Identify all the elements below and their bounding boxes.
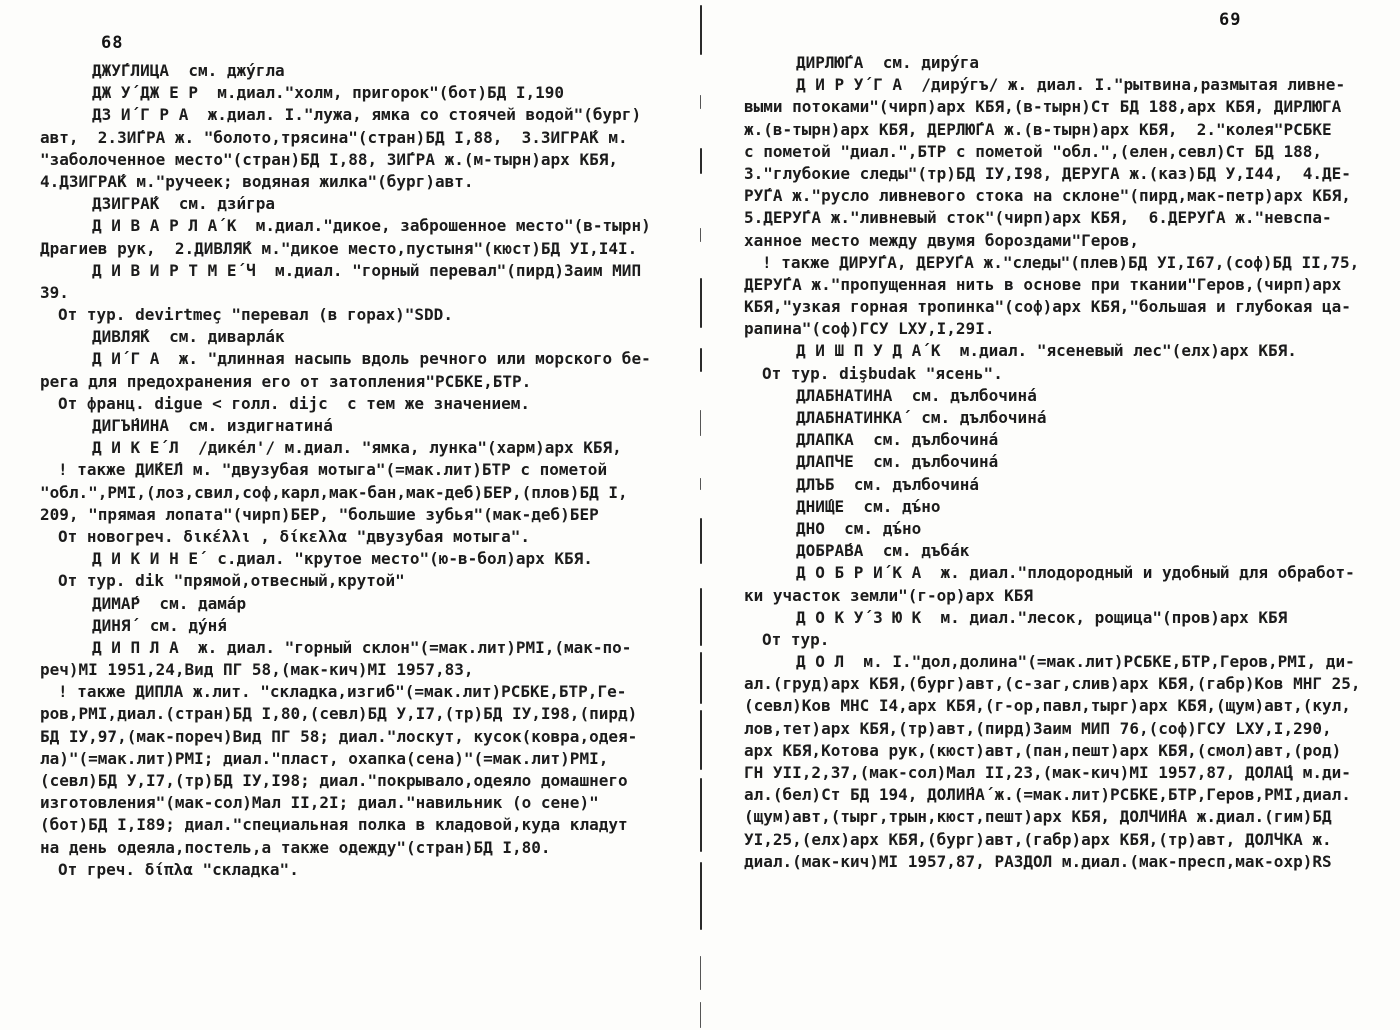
text-line: Д И́ Г А ж. "длинная насыпь вдоль речного или морского бе- [92,349,651,369]
text-line: (севл)Ков МНС I4,арх КБЯ,(г-ор,павл,тырг)арх КБЯ,(щум)авт,(кул, [744,696,1351,716]
text-line: От тур. dişbudak "ясень". [762,363,1003,383]
gutter-dash [700,5,702,55]
text-line: 39. [40,282,69,302]
gutter-dash [700,652,702,704]
text-line: Д И К И Н Е́ с.диал. "крутое место"(ю-в-бол)арх КБЯ. [92,549,593,569]
text-line: От франц. digue < голл. dijc с тем же значением. [58,393,531,413]
page-68-text-column [40,60,692,881]
text-line: ДНО см. дъ́но [796,518,922,538]
text-line: ДЛАБНАТИНКА́ см. дълбочина́ [796,408,1047,427]
text-line: Д И Ш П У Д А́ К м.диал. "ясеневый лес"(елх)арх КБЯ. [796,341,1297,361]
gutter-dash [700,228,701,242]
gutter-dash [700,862,702,930]
text-line: ДИМА́Р см. дама́р [92,593,247,613]
text-line: на день одеяла,постель,а также одежду"(стран)БД I,80. [40,837,551,857]
text-line: ДЗ И́ Г Р А ж.диал. I."лужа, ямка со стоячей водой"(бург) [92,105,642,125]
gutter-dash [700,518,702,564]
text-line: Д О Л м. I."дол,долина"(=мак.лит)РСБКЕ,БТР,Геров,РМI, ди- [796,652,1355,672]
text-line: лов,тет)арх КБЯ,(тр)авт,(пирд)Заим МИП 76,(соф)ГСУ LXУ,I,290, [744,718,1332,738]
text-line: ДИНЯ́ см. ду́ня́ [92,615,227,635]
text-line: РУ́ГА ж."русло ливневого стока на склоне"(пирд,мак-петр)арх КБЯ, [744,186,1351,206]
gutter-dash [700,410,701,436]
text-line: ДЛАБНАТИНА см. дълбочина́ [796,385,1037,405]
text-line: ки участок земли"(г-ор)арх КБЯ [744,585,1033,605]
gutter-dash [700,95,701,109]
text-line: ханное место между двумя бороздами"Геров, [744,230,1139,250]
text-line: Д И В И Р Т М Е́ Ч м.диал. "горный перевал"(пирд)Заим МИП [92,260,642,280]
text-line: рапина"(соф)ГСУ LXУ,I,29I. [744,319,995,339]
text-line: ал.(груд)арх КБЯ,(бург)авт,(с-заг,слив)арх КБЯ,(габр)Ков МНГ 25, [744,674,1361,694]
text-line: 5.ДЕРУ́ГА ж."ливневый сток"(чирп)арх КБЯ, 6.ДЕРУ́ГА ж."невспа- [744,208,1332,228]
text-line: ж.(в-тырн)арх КБЯ, ДЕРЛЮ́ГА ж.(в-тырн)арх КБЯ, 2."колея"РСБКЕ [744,119,1332,139]
text-line: Драгиев рук, 2.ДИВЛЯ́К м."дикое место,пустыня"(кюст)БД УI,I4I. [40,238,638,258]
text-line: Д И П Л А ж. диал. "горный склон"(=мак.лит)РМI,(мак-по- [92,637,632,657]
gutter-dash [700,956,701,990]
text-line: БД IУ,97,(мак-пореч)Вид ПГ 58; диал."лоскут, кусок(ковра,одея- [40,726,638,746]
gutter-dash [700,348,702,372]
text-line: От тур. dik "прямой,отвесный,крутой" [58,571,405,591]
text-line: От тур. [762,629,830,649]
text-line: От греч. δίπλα "складка". [58,859,299,879]
text-line: ла)"(=мак.лит)РМI; диал."пласт, охапка(сена)"(=мак.лит)РМI, [40,748,609,768]
page-number-right: 69 [1219,10,1242,30]
text-line: КБЯ,"узкая горная тропинка"(соф)арх КБЯ,"большая и глубокая ца- [744,297,1351,317]
text-line: реч)МI 1951,24,Вид ПГ 58,(мак-кич)МI 1957,83, [40,660,474,680]
text-line: Д О К У́ З Ю К м. диал."лесок, рощица"(пров)арх КБЯ [796,607,1288,627]
text-line: рега для предохранения его от затопления"РСБКЕ,БТР. [40,371,532,391]
text-line: 3."глубокие следы"(тр)БД IУ,I98, ДЕРУГА ж.(каз)БД У,I44, 4.ДЕ- [744,163,1351,183]
gutter-dash [700,148,702,174]
gutter-dash [700,278,702,328]
text-line: "обл.",РМI,(лоз,свил,соф,карл,мак-бан,мак-деб)БЕР,(плов)БД I, [40,482,628,502]
text-line: с пометой "диал.",БТР с пометой "обл.",(елен,севл)Ст БД 188, [744,141,1322,161]
text-line: ДЖ У́ ДЖ Е Р м.диал."холм, пригорок"(бот)БД I,190 [92,83,565,103]
text-line: арх КБЯ,Котова рук,(кюст)авт,(пан,пешт)арх КБЯ,(смол)авт,(род) [744,740,1342,760]
gutter-dash [700,588,702,646]
text-line: ДОБРА́ВА см. дъба́к [796,541,970,561]
text-line: Д И К Е́ Л /дике́л'/ м.диал. "ямка, лунка"(харм)арх КБЯ, [92,438,622,458]
text-line: авт, 2.ЗИ́ГРА ж. "болото,трясина"(стран)БД I,88, 3.ЗИГРА́К м. [40,127,628,147]
gutter-dash [700,710,702,770]
gutter-dash [700,478,701,490]
text-line: ДЖУ́ГЛИЦА см. джу́гла [92,61,285,80]
text-line: ДЛЪБ см. дълбочина́ [796,474,980,494]
text-line: ДИВЛЯ́К см. диварла́к [92,327,285,347]
text-line: От тур. devirtmeç "перевал (в горах)"SDD. [58,305,453,325]
text-line: изготовления"(мак-сол)Мал II,2I; диал."навильник (о сене)" [40,793,599,813]
text-line: ДЕРУ́ГА ж."пропущенная нить в основе при ткании"Геров,(чирп)арх [744,274,1342,294]
page-69-text-column [744,52,1396,873]
text-line: (бот)БД I,I89; диал."специальная полка в кладовой,куда кладут [40,815,628,835]
text-line: От новогреч. δικέλλι , δίκελλα "двузубая мотыга". [58,526,531,546]
text-line: ! также ДИРУ́ГА, ДЕРУ́ГА ж."следы"(плев)БД УI,I67,(соф)БД II,75, [762,252,1360,272]
text-line: ДИРЛЮ́ГА см. диру́га [796,53,980,72]
text-line: ДЛАПКА см. дълбочина́ [796,430,999,450]
text-line: ДЛАПЧЕ см. дълбочина́ [796,452,999,472]
text-line: Д О Б Р И́ К А ж. диал."плодородный и удобный для обработ- [796,563,1355,583]
text-line: УI,25,(елх)арх КБЯ,(бург)авт,(габр)арх КБЯ,(тр)авт, ДОЛЧКА ж. [744,829,1332,849]
text-line: ! также ДИ́КЕ́Л м. "двузубая мотыга"(=мак.лит)БТР с пометой [58,460,608,480]
page-number-left: 68 [101,33,124,53]
text-line: 209, "прямая лопата"(чирп)БЕР, "большие зубья"(мак-деб)БЕР [40,504,599,524]
text-line: Д И Р У́ Г А /диру́гъ/ ж. диал. I."рытвина,размытая ливне- [796,75,1346,95]
text-line: "заболоченное место"(стран)БД I,88, ЗИ́ГРА ж.(м-тырн)арх КБЯ, [40,149,618,169]
text-line: (щум)авт,(тырг,трын,кюст,пешт)арх КБЯ, ДОЛЧИ́НА ж.диал.(гим)БД [744,807,1332,827]
gutter-dash [700,778,702,852]
text-line: ДЗИГРА́К см. дзи́гра [92,194,276,214]
gutter-dash [700,1002,701,1028]
text-line: ал.(бел)Ст БД 194, ДОЛИ́НА́ ж.(=мак.лит)РСБКЕ,БТР,Геров,РМI,диал. [744,785,1351,805]
text-line: ДНИ́ЩЕ см. дъ́но [796,496,941,516]
text-line: 4.ДЗИГРА́К м."ручеек; водяная жилка"(бург)авт. [40,171,474,191]
text-line: ров,РМI,диал.(стран)БД I,80,(севл)БД У,I7,(тр)БД IУ,I98,(пирд) [40,704,638,724]
text-line: диал.(мак-кич)МI 1957,87, РАЗДОЛ м.диал.(мак-пресп,мак-охр)RS [744,851,1332,871]
text-line: ДИГЪ́НИНА см. издигнатина́ [92,416,333,435]
text-line: (севл)БД У,I7,(тр)БД IУ,I98; диал."покрывало,одеяло домашнего [40,771,628,790]
text-line: Д И В А Р Л А́ К м.диал."дикое, заброшенное место"(в-тырн) [92,216,651,236]
text-line: ! также ДИПЛА ж.лит. "складка,изгиб"(=мак.лит)РСБКЕ,БТР,Ге- [58,682,627,702]
text-line: выми потоками"(чирп)арх КБЯ,(в-тырн)Ст БД 188,арх КБЯ, ДИРЛЮГА [744,97,1342,117]
text-line: ГН УII,2,37,(мак-сол)Мал II,23,(мак-кич)МI 1957,87, ДОЛА́Ц м.ди- [744,763,1351,782]
